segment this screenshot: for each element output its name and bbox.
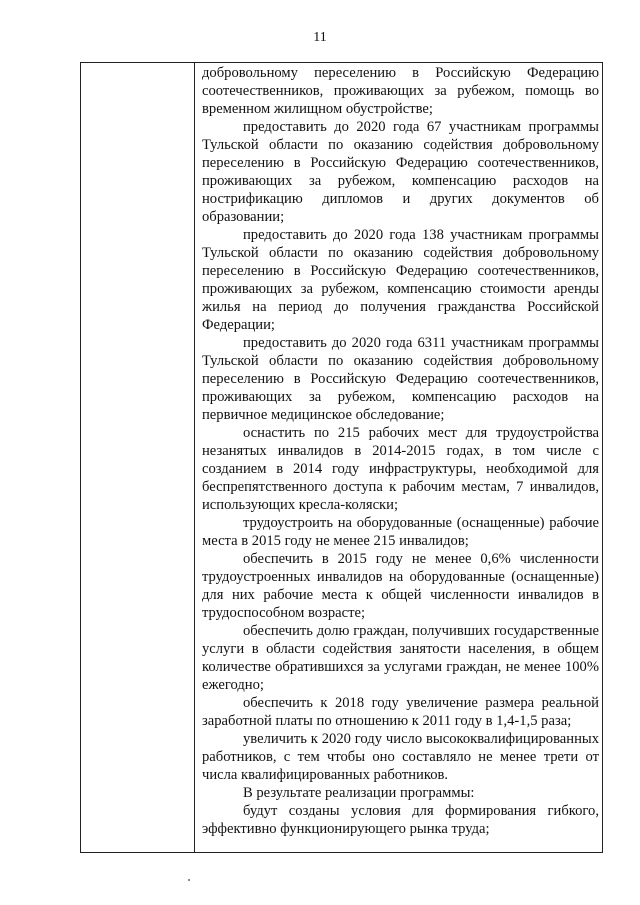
- paragraph-rent-compensation: предоставить до 2020 года 138 участникам программы Тульской области по оказанию содействия добровольному переселению в Российскую Федерацию соотечественников, проживающих за рубежом, компенсацию стоимости аренды жилья на период до получения гражданства Российской Федерации;: [202, 227, 599, 333]
- paragraph-diploma-compensation: предоставить до 2020 года 67 участникам программы Тульской области по оказанию содействия добровольному переселению в Российскую Федерацию соотечественников, проживающих за рубежом, компенсацию расходов на нострификацию дипломов и других документов об образовании;: [202, 119, 599, 225]
- text-cell: [202, 64, 599, 838]
- table-frame: [80, 62, 603, 853]
- paragraph-employment-disabled: трудоустроить на оборудованные (оснащенные) рабочие места в 2015 году не менее 215 инвалидов;: [202, 515, 599, 549]
- empty-left-cell: [81, 63, 194, 852]
- paragraph-workplaces-equipment: оснастить по 215 рабочих мест для трудоустройства незанятых инвалидов в 2014-2015 годах, в том числе с созданием в 2014 году инфраструктуры, необходимой для беспрепятственного доступа к рабочим местам, 7 инвалидов, использующих кресла-коляски;: [202, 425, 599, 513]
- column-divider: [194, 63, 195, 852]
- paragraph-flexible-labor-market: будут созданы условия для формирования гибкого, эффективно функционирующего рынка труда;: [202, 803, 599, 837]
- paragraph-qualified-workers: увеличить к 2020 году число высококвалифицированных работников, с тем чтобы оно составляло не менее трети от числа квалифицированных работников.: [202, 731, 599, 783]
- scan-dot: [188, 879, 190, 881]
- paragraph-real-wages: обеспечить к 2018 году увеличение размера реальной заработной платы по отношению к 2011 году в 1,4-1,5 раза;: [202, 695, 599, 729]
- paragraph-results-heading: В результате реализации программы:: [243, 785, 475, 801]
- paragraph-services-share: обеспечить долю граждан, получивших государственные услуги в области содействия занятости населения, в общем количестве обратившихся за услугами граждан, не менее 100% ежегодно;: [202, 623, 599, 693]
- paragraph-medical-compensation: предоставить до 2020 года 6311 участникам программы Тульской области по оказанию содействия добровольному переселению в Российскую Федерацию соотечественников, проживающих за рубежом, компенсацию расходов на первичное медицинское обследование;: [202, 335, 599, 423]
- page-number: 11: [313, 30, 327, 45]
- paragraph-continuation: добровольному переселению в Российскую Федерацию соотечественников, проживающих за рубежом, помощь во временном жилищном обустройстве;: [202, 65, 599, 117]
- paragraph-employment-share: обеспечить в 2015 году не менее 0,6% численности трудоустроенных инвалидов на оборудованные (оснащенные) для них рабочие места к общей численности инвалидов в трудоспособном возрасте;: [202, 551, 599, 621]
